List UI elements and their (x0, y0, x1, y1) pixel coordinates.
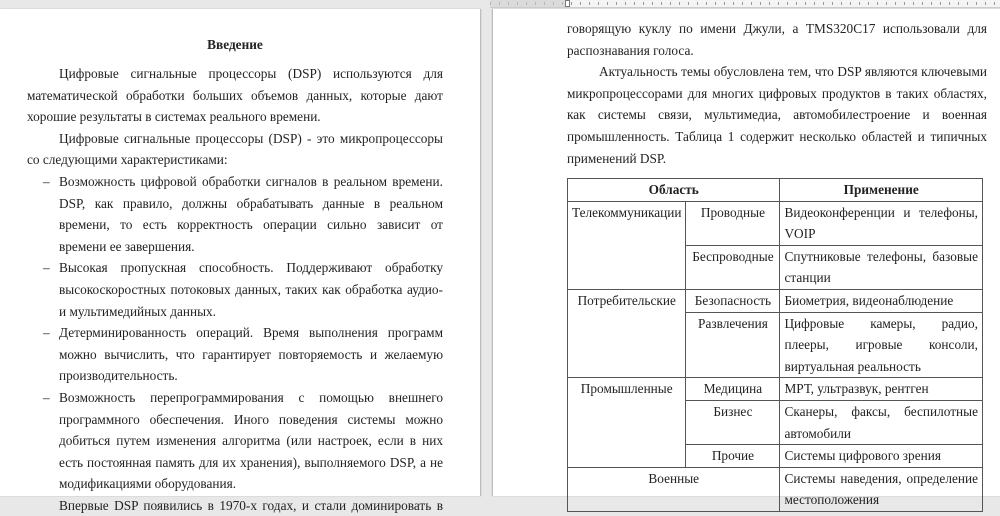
heading-introduction: Введение (207, 37, 263, 52)
subarea-cell: Прочие (686, 445, 780, 468)
page-body (567, 18, 987, 169)
bullet-dash: – (43, 325, 50, 341)
paragraph: говорящую куклу по имени Джули, а TMS320C17 использовали для распознавания голоса. (567, 21, 987, 58)
table-row (568, 201, 983, 245)
table-row (568, 467, 983, 511)
list-item-text: Высокая пропускная способность. Поддерживают обработку высокоскоростных потоковых данных, таких как обработка аудио- и мультимедийных данных. (59, 260, 443, 319)
subarea-cell: Бизнес (686, 400, 780, 444)
document-page-left[interactable] (0, 9, 481, 513)
area-cell: Телекоммуникации (568, 201, 686, 289)
list-item (27, 387, 443, 495)
area-cell: Военные (568, 467, 780, 511)
application-cell: МРТ, ультразвук, рентген (780, 378, 983, 401)
list-item (27, 171, 443, 257)
subarea-cell: Беспроводные (686, 245, 780, 289)
document-page-right[interactable] (492, 9, 1000, 508)
paragraph: Актуальность темы обусловлена тем, что DSP являются ключевыми микропроцессорами для многих цифровых продуктов в таких областях, как системы связи, мультимедиа, автомобилестроение и военная промышленность. Таблица 1 содержит несколько областей и типичных применений DSP. (567, 64, 987, 166)
dsp-applications-table (567, 178, 983, 512)
header-application: Применение (780, 179, 983, 202)
ruler-margin (490, 0, 565, 7)
header-area: Область (568, 179, 780, 202)
subarea-cell: Безопасность (686, 289, 780, 312)
area-cell: Промышленные (568, 378, 686, 467)
list-item-text: Детерминированность операций. Время выполнения программ можно вычислить, что гарантирует повторяемость и желаемую производительность. (59, 325, 443, 384)
bullet-dash: – (43, 389, 50, 405)
table-row (568, 289, 983, 312)
bullet-dash: – (43, 260, 50, 276)
list-item (27, 322, 443, 387)
paragraph: Цифровые сигнальные процессоры (DSP) - это микропроцессоры со следующими характеристиками: (27, 130, 443, 168)
subarea-cell: Развлечения (686, 312, 780, 378)
application-cell: Биометрия, видеонаблюдение (780, 289, 983, 312)
application-cell: Системы наведения, определение местоположения (780, 467, 983, 511)
bullet-dash: – (43, 173, 50, 189)
table-row (568, 378, 983, 401)
application-cell: Системы цифрового зрения (780, 445, 983, 468)
paragraph: Цифровые сигнальные процессоры (DSP) используются для математической обработки больших объемов данных, которые дают хорошие результаты в системах реального времени. (27, 66, 443, 125)
subarea-cell: Проводные (686, 201, 780, 245)
indent-marker[interactable] (565, 0, 570, 7)
page-body (27, 63, 443, 516)
horizontal-ruler[interactable] (490, 0, 1000, 8)
subarea-cell: Медицина (686, 378, 780, 401)
list-item-text: Возможность цифровой обработки сигналов в реальном времени. DSP, как правило, должны обрабатывать данные в реальном времени, то есть корректность операции сильно зависит от времени ее завершения. (59, 173, 443, 254)
area-cell: Потребительские (568, 289, 686, 377)
list-item (27, 257, 443, 322)
paragraph: Впервые DSP появились в 1970-х годах, и стали доминировать в (59, 497, 443, 513)
list-item-text: Возможность перепрограммирования с помощью внешнего программного обеспечения. Иного поведения системы можно добиться путем изменения алгоритма (или настроек, если в них есть постоянная память для их хранения), выполняемого DSP, а не модификациями оборудования. (59, 389, 443, 492)
application-cell: Видеоконференции и телефоны, VOIP (780, 201, 983, 245)
application-cell: Сканеры, факсы, беспилотные автомобили (780, 400, 983, 444)
table-header-row (568, 179, 983, 202)
application-cell: Спутниковые телефоны, базовые станции (780, 245, 983, 289)
application-cell: Цифровые камеры, радио, плееры, игровые консоли, виртуальная реальность (780, 312, 983, 378)
